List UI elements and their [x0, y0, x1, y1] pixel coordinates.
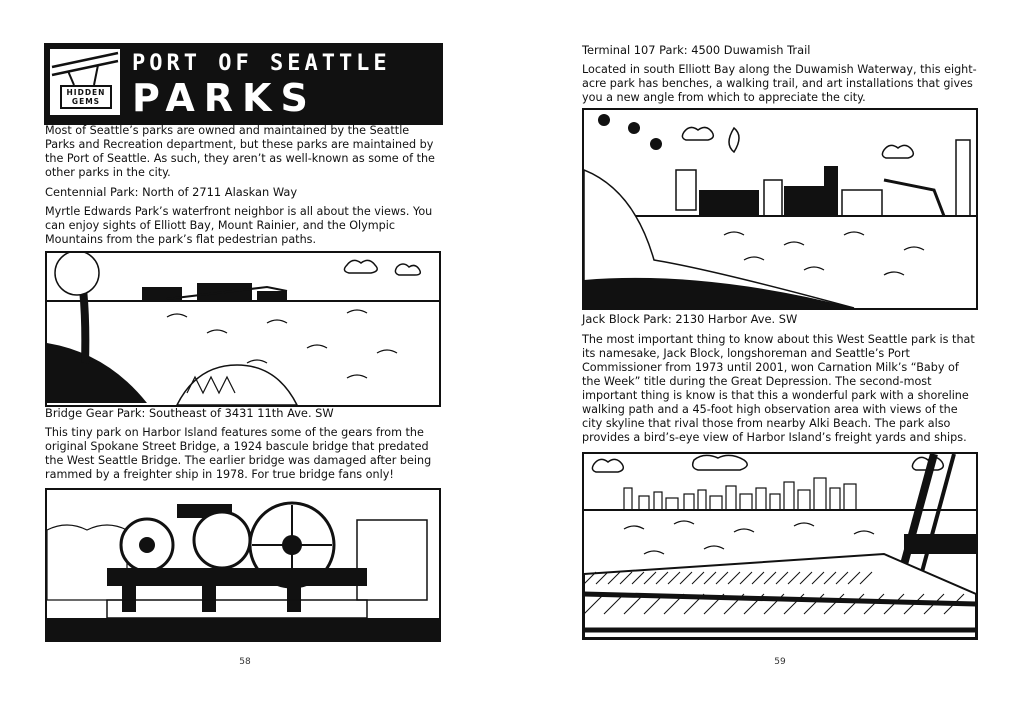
section-body-bridge-gear: This tiny park on Harbor Island features some of the gears from the original Spokane Street Bridge, a 1924 bascule bridge that predated the West Seattle Bridge. The earlier bridge was damaged after being rammed by a freighter ship in 1978. For true bridge fans only!	[45, 426, 432, 481]
centennial-park-illustration	[45, 251, 441, 407]
intro-paragraph: Most of Seattle’s parks are owned and maintained by the Seattle Parks and Recreation department, but these parks are maintained by the Port of Seattle. As such, they aren’t as well-known as some of the other parks in the city.	[45, 124, 435, 179]
chapter-header	[44, 43, 443, 125]
jack-block-park-illustration	[582, 452, 978, 640]
section-body-centennial: Myrtle Edwards Park’s waterfront neighbor is all about the views. You can enjoy sights of Elliott Bay, Mount Rainier, and the Olympic Mountains from the park’s flat pedestrian paths.	[45, 205, 433, 246]
terminal-107-park-illustration	[582, 108, 978, 310]
section-heading-jack-block: Jack Block Park: 2130 Harbor Ave. SW	[582, 312, 798, 326]
section-heading-centennial: Centennial Park: North of 2711 Alaskan Way	[45, 185, 298, 199]
bridge-gear-park-illustration	[45, 488, 441, 642]
section-body-terminal-107: Located in south Elliott Bay along the Duwamish Waterway, this eight-acre park has benches, a walking trail, and art installations that gives you a new angle from which to appreciate the city.	[582, 63, 977, 104]
page-number-right: 59	[774, 657, 786, 667]
chapter-title-line1: PORT OF SEATTLE	[132, 51, 391, 76]
section-heading-terminal-107: Terminal 107 Park: 4500 Duwamish Trail	[582, 43, 811, 57]
page-number-left: 58	[239, 657, 251, 667]
hidden-gems-badge: HIDDEN GEMS	[60, 85, 112, 109]
hidden-gems-sign	[50, 49, 120, 115]
section-heading-bridge-gear: Bridge Gear Park: Southeast of 3431 11th Ave. SW	[45, 406, 334, 420]
right-page	[512, 0, 1024, 706]
chapter-title-line2: PARKS	[132, 76, 317, 120]
section-body-jack-block: The most important thing to know about this West Seattle park is that its namesake, Jack Block, longshoreman and Seattle’s Port Commissioner from 1973 until 2001, won Carnation Milk’s “Baby of the Week” title during the Great Depression. The second-most important thing is know is that this a wonderful park with a shoreline walking path and a 45-foot high observation area with views of the city skyline that rival those from nearby Alki Beach. The park also provides a bird’s-eye view of Harbor Island’s freight yards and ships.	[582, 333, 975, 444]
